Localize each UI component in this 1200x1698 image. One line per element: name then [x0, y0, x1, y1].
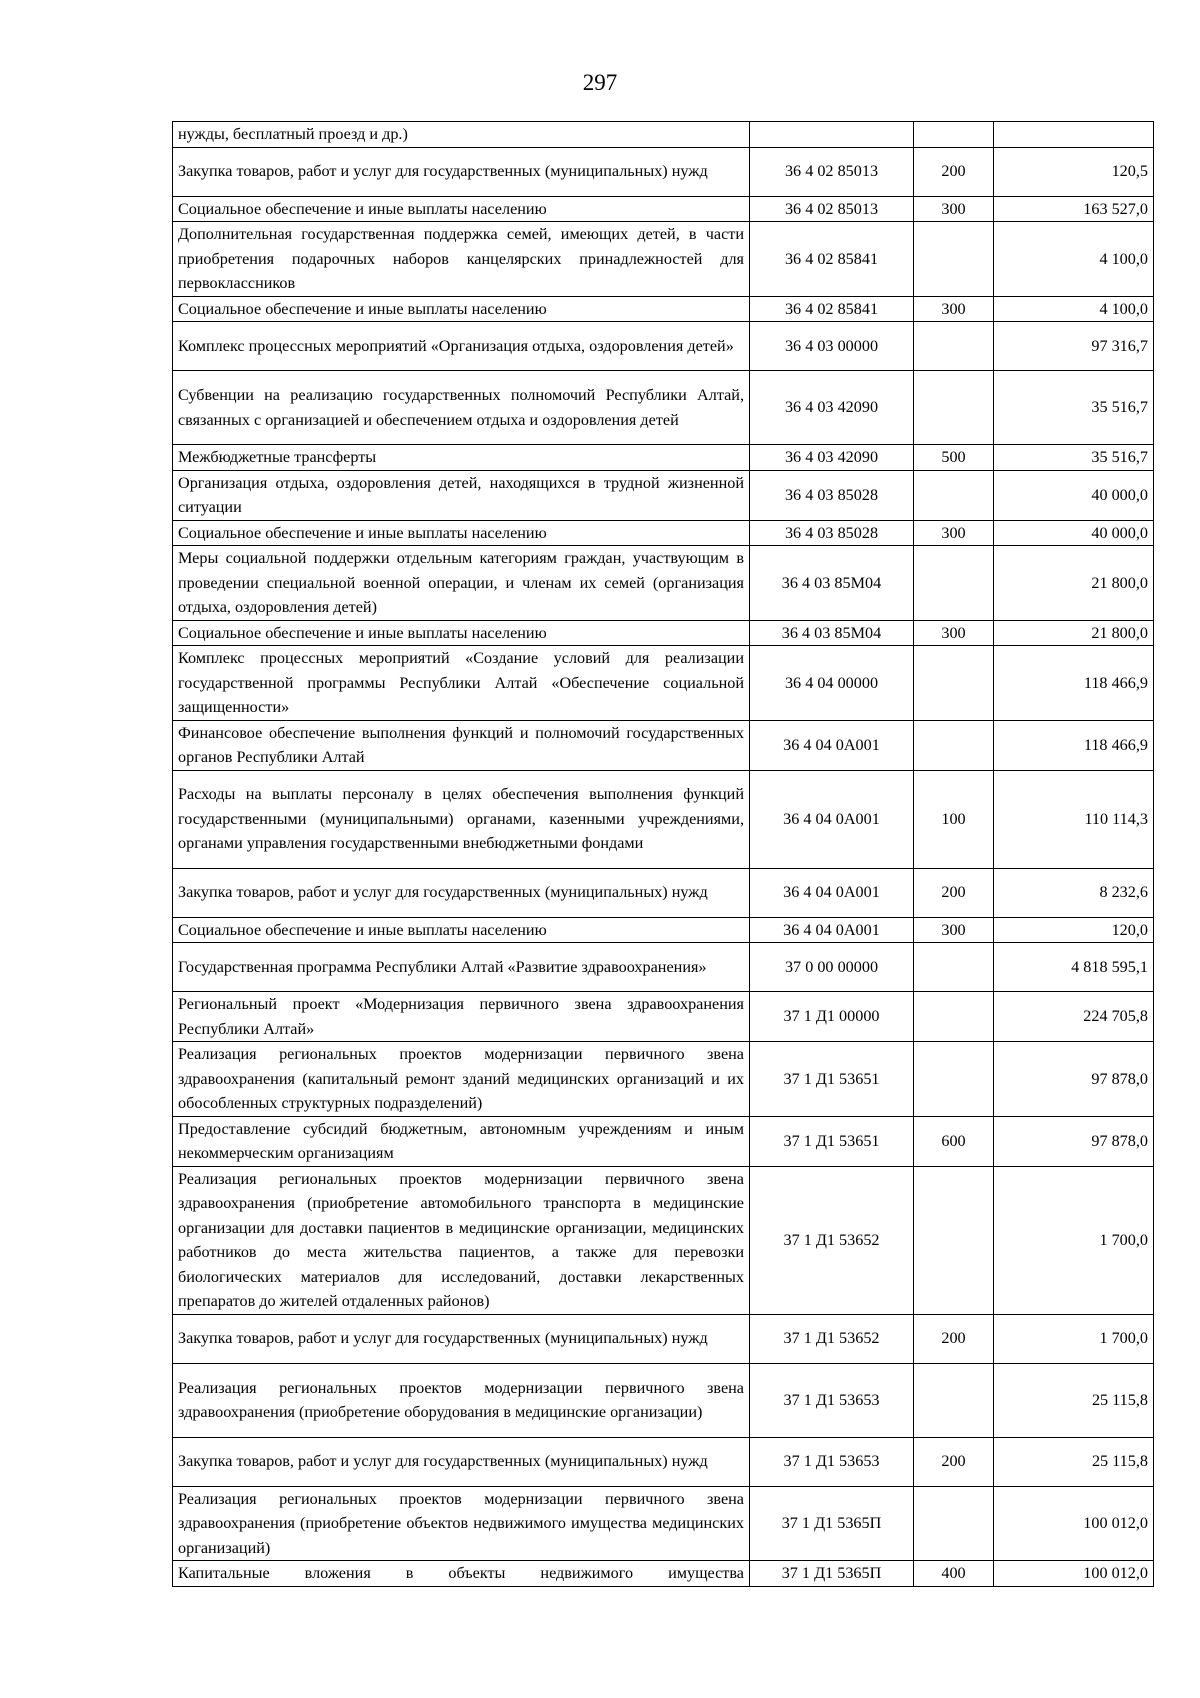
table-row	[173, 1314, 1154, 1363]
row-amount: 40 000,0	[994, 520, 1154, 546]
row-name: Реализация региональных проектов модернизации первичного звена здравоохранения (приобретение автомобильного транспорта в медицинские организации для доставки пациентов в медицинские организации, медицинских работников до места жительства пациентов, а также для перевозки биологических материалов для исследований, доставки лекарственных препаратов до жителей отдаленных районов)	[173, 1166, 750, 1314]
row-code: 36 4 04 0А001	[750, 720, 914, 770]
row-type: 200	[914, 1437, 994, 1486]
row-type	[914, 720, 994, 770]
row-type	[914, 322, 994, 371]
row-amount: 25 115,8	[994, 1363, 1154, 1437]
row-code: 36 4 02 85841	[750, 296, 914, 322]
row-code: 36 4 04 0А001	[750, 770, 914, 868]
row-amount: 120,0	[994, 917, 1154, 943]
row-code: 36 4 03 85028	[750, 520, 914, 546]
table-row	[173, 147, 1154, 196]
row-amount: 21 800,0	[994, 546, 1154, 621]
row-name: Комплекс процессных мероприятий «Создание условий для реализации государственной программы Республики Алтай «Обеспечение социальной защищенности»	[173, 646, 750, 721]
row-amount: 1 700,0	[994, 1314, 1154, 1363]
row-code: 37 1 Д1 00000	[750, 992, 914, 1042]
row-code: 36 4 02 85841	[750, 222, 914, 297]
row-name: Государственная программа Республики Алтай «Развитие здравоохранения»	[173, 943, 750, 992]
table-row	[173, 371, 1154, 445]
row-type: 200	[914, 147, 994, 196]
row-code: 36 4 03 42090	[750, 445, 914, 471]
row-name: Комплекс процессных мероприятий «Организация отдыха, оздоровления детей»	[173, 322, 750, 371]
table-row	[173, 992, 1154, 1042]
row-type	[914, 371, 994, 445]
row-code: 37 1 Д1 53652	[750, 1166, 914, 1314]
row-amount: 4 100,0	[994, 222, 1154, 297]
row-type	[914, 646, 994, 721]
table-row	[173, 770, 1154, 868]
row-code: 37 1 Д1 53651	[750, 1116, 914, 1166]
row-amount: 97 878,0	[994, 1042, 1154, 1117]
row-amount: 21 800,0	[994, 620, 1154, 646]
table-row	[173, 546, 1154, 621]
row-amount: 163 527,0	[994, 196, 1154, 222]
row-code: 36 4 03 85028	[750, 470, 914, 520]
table-row	[173, 296, 1154, 322]
row-name: Региональный проект «Модернизация первичного звена здравоохранения Республики Алтай»	[173, 992, 750, 1042]
row-code	[750, 122, 914, 148]
row-name: Социальное обеспечение и иные выплаты населению	[173, 620, 750, 646]
row-type: 400	[914, 1561, 994, 1587]
row-code: 36 4 02 85013	[750, 147, 914, 196]
row-name: Социальное обеспечение и иные выплаты населению	[173, 520, 750, 546]
row-name: Социальное обеспечение и иные выплаты населению	[173, 296, 750, 322]
row-code: 36 4 04 00000	[750, 646, 914, 721]
table-row	[173, 620, 1154, 646]
row-amount: 35 516,7	[994, 371, 1154, 445]
row-name: Закупка товаров, работ и услуг для государственных (муниципальных) нужд	[173, 1437, 750, 1486]
row-name: Реализация региональных проектов модернизации первичного звена здравоохранения (приобретение объектов недвижимого имущества медицинских организаций)	[173, 1486, 750, 1561]
row-code: 37 1 Д1 53651	[750, 1042, 914, 1117]
table-row	[173, 445, 1154, 471]
budget-table	[172, 121, 1154, 1587]
row-amount: 1 700,0	[994, 1166, 1154, 1314]
row-name: Субвенции на реализацию государственных полномочий Республики Алтай, связанных с организацией и обеспечением отдыха и оздоровления детей	[173, 371, 750, 445]
row-code: 36 4 03 85М04	[750, 620, 914, 646]
row-amount: 110 114,3	[994, 770, 1154, 868]
row-amount: 4 818 595,1	[994, 943, 1154, 992]
row-code: 36 4 03 85М04	[750, 546, 914, 621]
table-row	[173, 470, 1154, 520]
row-name: Расходы на выплаты персоналу в целях обеспечения выполнения функций государственными (муниципальными) органами, казенными учреждениями, органами управления государственными внебюджетными фондами	[173, 770, 750, 868]
row-amount: 97 878,0	[994, 1116, 1154, 1166]
row-name: Предоставление субсидий бюджетным, автономным учреждениям и иным некоммерческим организациям	[173, 1116, 750, 1166]
row-amount: 8 232,6	[994, 868, 1154, 917]
row-type	[914, 943, 994, 992]
row-type	[914, 992, 994, 1042]
row-code: 36 4 03 00000	[750, 322, 914, 371]
row-code: 36 4 03 42090	[750, 371, 914, 445]
table-row	[173, 917, 1154, 943]
row-amount: 118 466,9	[994, 720, 1154, 770]
row-name: Финансовое обеспечение выполнения функций и полномочий государственных органов Республики Алтай	[173, 720, 750, 770]
row-amount: 118 466,9	[994, 646, 1154, 721]
row-type	[914, 122, 994, 148]
row-name: Закупка товаров, работ и услуг для государственных (муниципальных) нужд	[173, 147, 750, 196]
row-name: Социальное обеспечение и иные выплаты населению	[173, 917, 750, 943]
row-type: 600	[914, 1116, 994, 1166]
row-amount: 100 012,0	[994, 1561, 1154, 1587]
table-row	[173, 1166, 1154, 1314]
table-row	[173, 1561, 1154, 1587]
row-name: Реализация региональных проектов модернизации первичного звена здравоохранения (капитальный ремонт зданий медицинских организаций и их обособленных структурных подразделений)	[173, 1042, 750, 1117]
row-type	[914, 1363, 994, 1437]
table-row	[173, 1116, 1154, 1166]
row-name: Закупка товаров, работ и услуг для государственных (муниципальных) нужд	[173, 868, 750, 917]
row-code: 37 1 Д1 53653	[750, 1363, 914, 1437]
table-row	[173, 1486, 1154, 1561]
row-amount	[994, 122, 1154, 148]
table-row	[173, 122, 1154, 148]
row-type: 300	[914, 917, 994, 943]
row-type: 500	[914, 445, 994, 471]
table-row	[173, 646, 1154, 721]
table-row	[173, 222, 1154, 297]
row-type	[914, 1166, 994, 1314]
row-code: 37 0 00 00000	[750, 943, 914, 992]
row-type: 300	[914, 520, 994, 546]
row-code: 37 1 Д1 5365П	[750, 1561, 914, 1587]
row-name: Межбюджетные трансферты	[173, 445, 750, 471]
row-amount: 100 012,0	[994, 1486, 1154, 1561]
row-type: 200	[914, 868, 994, 917]
table-row	[173, 520, 1154, 546]
table-row	[173, 322, 1154, 371]
row-amount: 97 316,7	[994, 322, 1154, 371]
row-type: 300	[914, 196, 994, 222]
row-code: 37 1 Д1 5365П	[750, 1486, 914, 1561]
table-row	[173, 720, 1154, 770]
row-code: 36 4 02 85013	[750, 196, 914, 222]
row-amount: 120,5	[994, 147, 1154, 196]
table-row	[173, 196, 1154, 222]
row-amount: 40 000,0	[994, 470, 1154, 520]
row-type	[914, 470, 994, 520]
table-row	[173, 1042, 1154, 1117]
row-amount: 25 115,8	[994, 1437, 1154, 1486]
row-type: 300	[914, 296, 994, 322]
row-amount: 35 516,7	[994, 445, 1154, 471]
row-name: Капитальные вложения в объекты недвижимого имущества	[173, 1561, 750, 1587]
table-row	[173, 868, 1154, 917]
row-type: 100	[914, 770, 994, 868]
row-type	[914, 546, 994, 621]
row-name: Организация отдыха, оздоровления детей, находящихся в трудной жизненной ситуации	[173, 470, 750, 520]
row-code: 37 1 Д1 53652	[750, 1314, 914, 1363]
table-row	[173, 943, 1154, 992]
row-type: 200	[914, 1314, 994, 1363]
table-row	[173, 1437, 1154, 1486]
row-code: 37 1 Д1 53653	[750, 1437, 914, 1486]
table-row	[173, 1363, 1154, 1437]
row-name: нужды, бесплатный проезд и др.)	[173, 122, 750, 148]
row-name: Реализация региональных проектов модернизации первичного звена здравоохранения (приобретение оборудования в медицинские организации)	[173, 1363, 750, 1437]
row-amount: 4 100,0	[994, 296, 1154, 322]
row-name: Закупка товаров, работ и услуг для государственных (муниципальных) нужд	[173, 1314, 750, 1363]
page-number: 297	[582, 70, 618, 95]
row-name: Социальное обеспечение и иные выплаты населению	[173, 196, 750, 222]
row-type: 300	[914, 620, 994, 646]
row-code: 36 4 04 0А001	[750, 917, 914, 943]
row-type	[914, 222, 994, 297]
row-type	[914, 1042, 994, 1117]
row-code: 36 4 04 0А001	[750, 868, 914, 917]
row-name: Дополнительная государственная поддержка семей, имеющих детей, в части приобретения подарочных наборов канцелярских принадлежностей для первоклассников	[173, 222, 750, 297]
row-amount: 224 705,8	[994, 992, 1154, 1042]
row-type	[914, 1486, 994, 1561]
row-name: Меры социальной поддержки отдельным категориям граждан, участвующим в проведении специальной военной операции, и членам их семей (организация отдыха, оздоровления детей)	[173, 546, 750, 621]
